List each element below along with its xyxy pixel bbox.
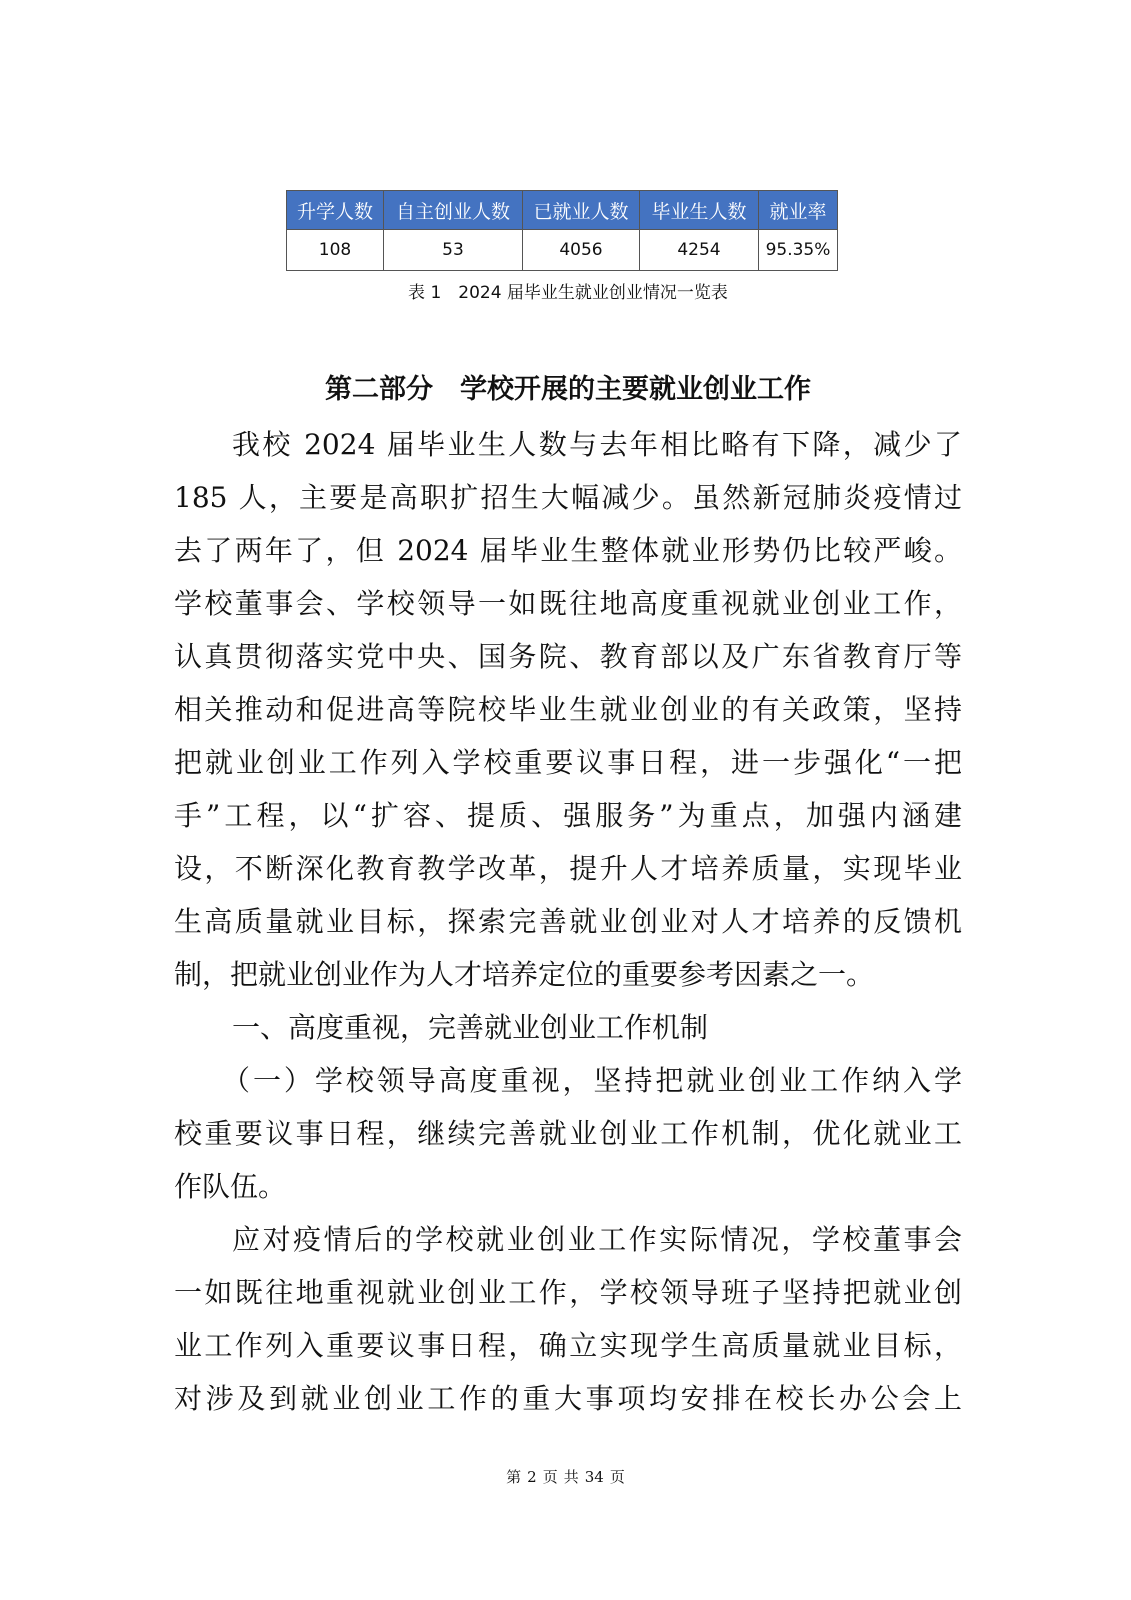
cell-self-employed: 53: [384, 230, 523, 271]
header-self-employed: 自主创业人数: [384, 191, 523, 230]
paragraph-line: 我校 2024 届毕业生人数与去年相比略有下降，减少了: [232, 428, 962, 461]
footer-total-unit: 页: [609, 1468, 625, 1486]
header-employed: 已就业人数: [523, 191, 640, 230]
header-graduates: 毕业生人数: [640, 191, 759, 230]
footer-total-prefix: 共: [563, 1468, 579, 1486]
paragraph-line: 认真贯彻落实党中央、国务院、教育部以及广东省教育厅等: [174, 640, 962, 673]
footer-page-unit: 页: [542, 1468, 558, 1486]
body-text: [174, 418, 962, 1425]
employment-table-container: [286, 190, 838, 271]
paragraph-line: （一）学校领导高度重视，坚持把就业创业工作纳入学: [222, 1064, 962, 1097]
paragraph-line: 学校董事会、学校领导一如既往地高度重视就业创业工作，: [174, 587, 962, 620]
paragraph-line: 对涉及到就业创业工作的重大事项均安排在校长办公会上: [174, 1382, 962, 1415]
paragraph-line: 校重要议事日程，继续完善就业创业工作机制，优化就业工: [174, 1117, 962, 1150]
footer-total-pages: 34: [584, 1468, 604, 1486]
paragraph-line: 手”工程，以“扩容、提质、强服务”为重点，加强内涵建: [174, 799, 962, 832]
paragraph-line: 185 人，主要是高职扩招生大幅减少。虽然新冠肺炎疫情过: [174, 481, 962, 514]
table-caption: 表 1 2024 届毕业生就业创业情况一览表: [408, 283, 728, 303]
cell-employed: 4056: [523, 230, 640, 271]
paragraph-line: 制，把就业创业作为人才培养定位的重要参考因素之一。: [174, 958, 875, 991]
cell-employment-rate: 95.35%: [759, 230, 838, 271]
paragraph-line: 相关推动和促进高等院校毕业生就业创业的有关政策，坚持: [174, 693, 962, 726]
paragraph-line: 应对疫情后的学校就业创业工作实际情况，学校董事会: [232, 1223, 962, 1256]
paragraph-line: 一如既往地重视就业创业工作，学校领导班子坚持把就业创: [174, 1276, 962, 1309]
paragraph-line: 设，不断深化教育教学改革，提升人才培养质量，实现毕业: [174, 852, 962, 885]
footer-prefix: 第: [506, 1468, 522, 1486]
paragraph-line: 作队伍。: [174, 1170, 287, 1203]
section-title: 第二部分 学校开展的主要就业创业工作: [325, 374, 811, 405]
paragraph-line: 业工作列入重要议事日程，确立实现学生高质量就业目标，: [174, 1329, 962, 1362]
page-footer: [0, 1466, 1131, 1487]
table-row: [287, 230, 838, 271]
footer-page-number: 2: [527, 1468, 537, 1486]
employment-summary-table: [286, 190, 838, 271]
subsection-heading: 一、高度重视，完善就业创业工作机制: [232, 1011, 709, 1044]
paragraph-line: 去了两年了，但 2024 届毕业生整体就业形势仍比较严峻。: [174, 534, 962, 567]
cell-further-study: 108: [287, 230, 384, 271]
paragraph-line: 把就业创业工作列入学校重要议事日程，进一步强化“一把: [174, 746, 962, 779]
cell-graduates: 4254: [640, 230, 759, 271]
header-further-study: 升学人数: [287, 191, 384, 230]
table-header-row: [287, 191, 838, 230]
paragraph-line: 生高质量就业目标，探索完善就业创业对人才培养的反馈机: [174, 905, 962, 938]
header-employment-rate: 就业率: [759, 191, 838, 230]
